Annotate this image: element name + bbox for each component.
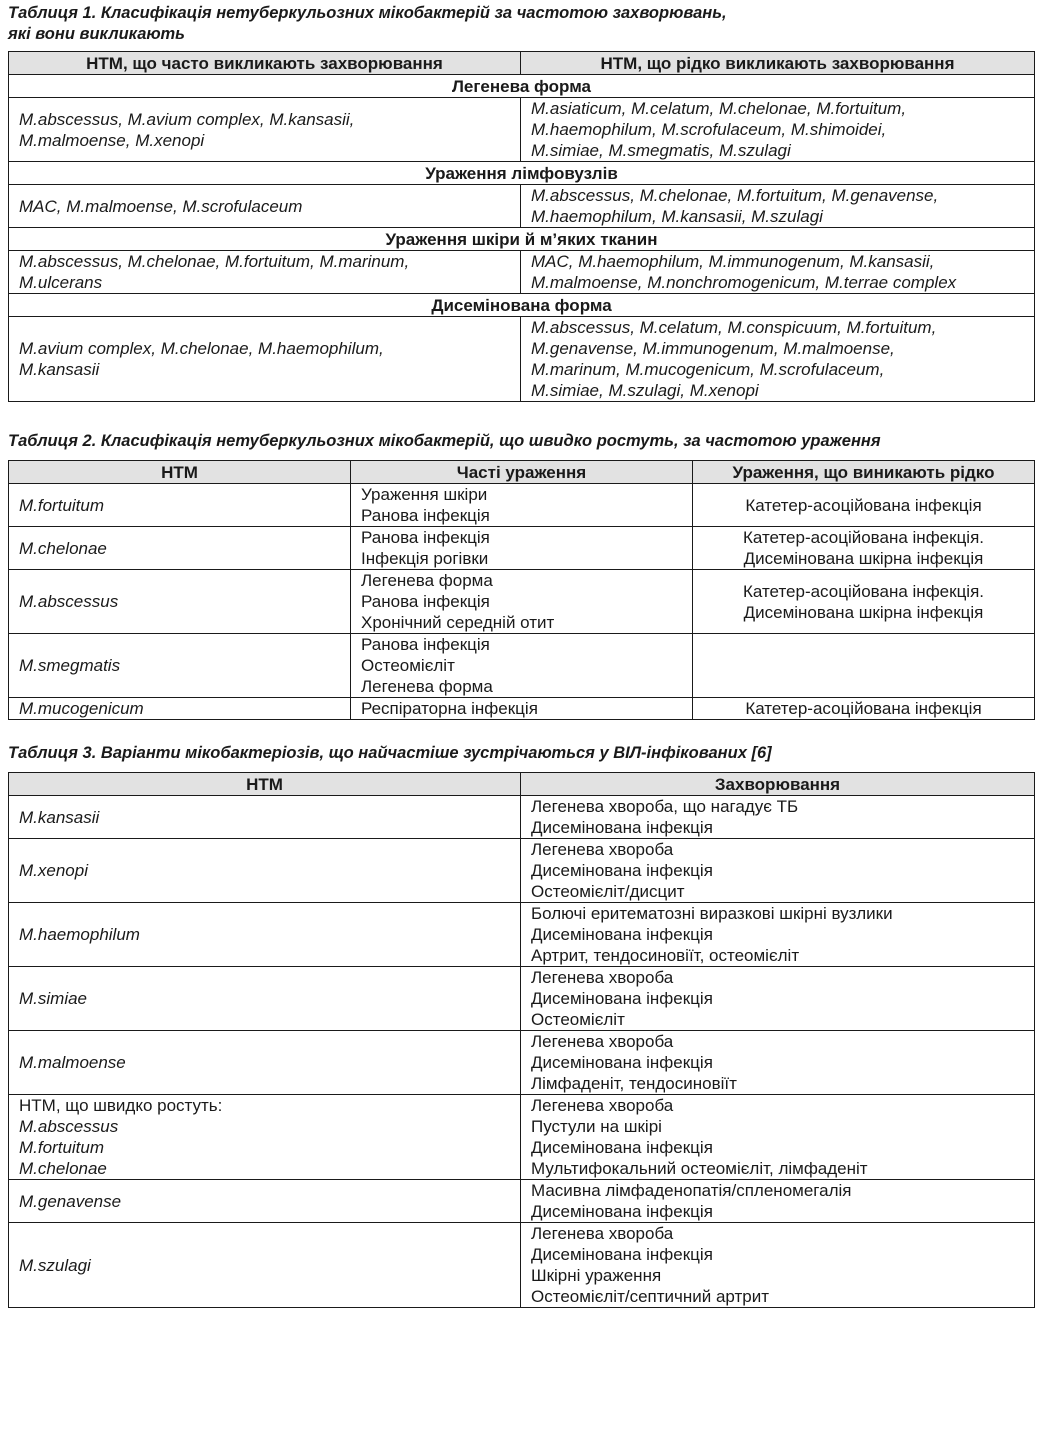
table1-rare-cell	[521, 317, 1035, 402]
table2-row	[9, 698, 1035, 720]
table1-frequent-cell	[9, 185, 521, 228]
table1-rare-cell-line: MAC, M.haemophilum, M.immunogenum, M.kansasii,	[531, 252, 935, 271]
table2-rare-cell	[693, 698, 1035, 720]
table2-common-cell	[351, 570, 693, 634]
table1-rare-cell-line: M.simiae, M.smegmatis, M.szulagi	[531, 141, 791, 160]
table1-frequent-cell-line: M.abscessus, M.chelonae, M.fortuitum, M.marinum,	[19, 252, 410, 271]
table1-section-row	[9, 162, 1035, 185]
table3-header-diseases: Захворювання	[521, 773, 1035, 796]
table1-rare-cell-line: M.malmoense, M.nonchromogenicum, M.terrae complex	[531, 273, 957, 292]
table1-frequent-cell	[9, 98, 521, 162]
table3-header-ntm: НТМ	[9, 773, 521, 796]
table1-header-frequent: НТМ, що часто викликають захворювання	[9, 52, 521, 75]
table3-diseases-cell-line: Дисемінована інфекція	[531, 1245, 713, 1264]
table3-row	[9, 1223, 1035, 1308]
table1-section-row	[9, 294, 1035, 317]
table3-row	[9, 903, 1035, 967]
table3-caption: Таблиця 3. Варіанти мікобактеріозів, що найчастіше зустрічаються у ВІЛ-інфікованих [6]	[8, 744, 772, 762]
table3-ntm-cell	[9, 967, 521, 1031]
table1-row	[9, 251, 1035, 294]
table1-frequent-cell-line: M.avium complex, M.chelonae, M.haemophilum,	[19, 339, 384, 358]
table1-rare-cell-line: M.haemophilum, M.scrofulaceum, M.shimoidei,	[531, 120, 887, 139]
table3-diseases-cell-line: Пустули на шкірі	[531, 1117, 662, 1136]
table3-diseases-cell-line: Дисемінована інфекція	[531, 1138, 713, 1157]
table2-caption: Таблиця 2. Класифікація нетуберкульозних мікобактерій, що швидко ростуть, за частотою ураження	[8, 432, 881, 450]
table3-diseases-cell-line: Дисемінована інфекція	[531, 1053, 713, 1072]
table3-diseases-cell-line: Легенева хвороба	[531, 1032, 674, 1051]
table3-ntm-cell	[9, 1031, 521, 1095]
table2-common-cell-line: Ранова інфекція	[361, 506, 490, 525]
table2-ntm-cell: M.mucogenicum	[9, 698, 351, 720]
table3-row	[9, 1031, 1035, 1095]
table2-common-cell-line: Остеомієліт	[361, 656, 455, 675]
table1-rare-cell-line: M.abscessus, M.chelonae, M.fortuitum, M.genavense,	[531, 186, 939, 205]
table2-common-cell-line: Ранова інфекція	[361, 592, 490, 611]
table2-common-cell-line: Легенева форма	[361, 677, 493, 696]
table2-ntm-cell: M.fortuitum	[9, 484, 351, 527]
table2	[8, 460, 1035, 720]
table3-ntm-cell	[9, 1223, 521, 1308]
table3-ntm-cell-line: M.chelonae	[19, 1159, 107, 1178]
table3-diseases-cell	[521, 1180, 1035, 1223]
table3-diseases-cell-line: Артрит, тендосиновіїт, остеомієліт	[531, 946, 800, 965]
table1-rare-cell-line: M.simiae, M.szulagi, M.xenopi	[531, 381, 759, 400]
table2-rare-cell-line: Катетер-асоційована інфекція	[745, 495, 982, 515]
table3-diseases-cell-line: Легенева хвороба	[531, 840, 674, 859]
table1-caption: Таблиця 1. Класифікація нетуберкульозних мікобактерій за частотою захворювань, які вони викликають	[8, 4, 727, 43]
table3-ntm-cell	[9, 796, 521, 839]
table1-row	[9, 98, 1035, 162]
table3-ntm-cell-line: НТМ, що швидко ростуть:	[19, 1096, 223, 1115]
table1-rare-cell-line: M.genavense, M.immunogenum, M.malmoense,	[531, 339, 895, 358]
table3-diseases-cell-line: Шкірні ураження	[531, 1266, 662, 1285]
table2-header-row	[9, 461, 1035, 484]
table1-section-title: Ураження лімфовузлів	[9, 162, 1035, 185]
table3-ntm-cell-line: M.genavense	[19, 1191, 122, 1211]
table2-rare-cell-line: Катетер-асоційована інфекція.	[742, 581, 985, 601]
table3-diseases-cell	[521, 1031, 1035, 1095]
table3-ntm-cell-line: M.szulagi	[19, 1255, 91, 1275]
table3-ntm-cell	[9, 839, 521, 903]
table1-row	[9, 185, 1035, 228]
table1-frequent-cell-line: M.malmoense, M.xenopi	[19, 130, 205, 150]
table2-row	[9, 634, 1035, 698]
table3-diseases-cell-line: Остеомієліт/септичний артрит	[531, 1287, 770, 1306]
table1-rare-cell	[521, 98, 1035, 162]
table3-diseases-cell-line: Легенева хвороба	[531, 968, 674, 987]
table2-rare-cell-line: Катетер-асоційована інфекція	[745, 699, 982, 718]
table1-section-title: Дисемінована форма	[9, 294, 1035, 317]
table2-common-cell-line: Респіраторна інфекція	[361, 699, 538, 718]
table3-diseases-cell	[521, 967, 1035, 1031]
table2-row	[9, 484, 1035, 527]
table1-rare-cell	[521, 251, 1035, 294]
table3-ntm-cell-line: M.fortuitum	[19, 1138, 105, 1157]
table2-common-cell-line: Інфекція рогівки	[361, 549, 489, 568]
table3-diseases-cell-line: Масивна лімфаденопатія/спленомегалія	[531, 1181, 852, 1200]
table1-frequent-cell-line: MAC, M.malmoense, M.scrofulaceum	[19, 196, 303, 216]
table3-row	[9, 839, 1035, 903]
table3-diseases-cell-line: Остеомієліт	[531, 1010, 625, 1029]
table3-diseases-cell	[521, 796, 1035, 839]
table2-header-rare: Ураження, що виникають рідко	[693, 461, 1035, 484]
table1-section-row	[9, 75, 1035, 98]
table2-ntm-cell: M.chelonae	[9, 527, 351, 570]
table1-rare-cell-line: M.marinum, M.mucogenicum, M.scrofulaceum,	[531, 360, 885, 379]
table2-rare-cell-line: Дисемінована шкірна інфекція	[743, 549, 984, 568]
table2-ntm-cell: M.abscessus	[9, 570, 351, 634]
table3-ntm-cell-line: M.kansasii	[19, 807, 100, 827]
table2-common-cell-line: Ранова інфекція	[361, 528, 490, 547]
table2-rare-cell-line: Катетер-асоційована інфекція.	[742, 528, 985, 547]
table3-diseases-cell	[521, 839, 1035, 903]
table3-diseases-cell-line: Дисемінована інфекція	[531, 861, 713, 880]
table1-header-row	[9, 52, 1035, 75]
table2-common-cell-line: Ранова інфекція	[361, 635, 490, 654]
table3-ntm-cell	[9, 1095, 521, 1180]
table3-diseases-cell-line: Дисемінована інфекція	[531, 925, 713, 944]
table1-section-title: Ураження шкіри й м’яких тканин	[9, 228, 1035, 251]
table3-diseases-cell-line: Болючі еритематозні виразкові шкірні вузлики	[531, 904, 893, 923]
table1-row	[9, 317, 1035, 402]
table2-header-ntm: НТМ	[9, 461, 351, 484]
table2-rare-cell-line: Дисемінована шкірна інфекція	[743, 602, 984, 622]
table2-rare-cell	[693, 484, 1035, 527]
table2-rare-cell	[693, 570, 1035, 634]
table3-header-row	[9, 773, 1035, 796]
table2-rare-cell	[693, 634, 1035, 698]
table2-header-common: Часті ураження	[351, 461, 693, 484]
table3-ntm-cell-line: M.malmoense	[19, 1053, 126, 1072]
table1-rare-cell-line: M.abscessus, M.celatum, M.conspicuum, M.fortuitum,	[531, 318, 937, 337]
table1-frequent-cell-line: M.ulcerans	[19, 273, 103, 292]
table1	[8, 51, 1035, 402]
table3-ntm-cell	[9, 1180, 521, 1223]
table2-common-cell	[351, 698, 693, 720]
table3-diseases-cell-line: Мультифокальний остеомієліт, лімфаденіт	[531, 1159, 868, 1178]
table2-common-cell-line: Хронічний середній отит	[361, 613, 555, 632]
table3-body	[9, 796, 1035, 1308]
table3-row	[9, 967, 1035, 1031]
table3-row	[9, 796, 1035, 839]
table2-common-cell-line: Ураження шкіри	[361, 485, 488, 504]
table3-ntm-cell-line: M.haemophilum	[19, 925, 140, 944]
table3-diseases-cell	[521, 903, 1035, 967]
table1-body	[9, 75, 1035, 402]
table3-ntm-cell-line: M.simiae	[19, 989, 88, 1008]
table3-ntm-cell-line: M.abscessus	[19, 1117, 119, 1136]
table1-frequent-cell-line: M.abscessus, M.avium complex, M.kansasii,	[19, 109, 355, 129]
table3	[8, 772, 1035, 1308]
table1-rare-cell	[521, 185, 1035, 228]
table2-body	[9, 484, 1035, 720]
table2-ntm-cell: M.smegmatis	[9, 634, 351, 698]
table1-section-row	[9, 228, 1035, 251]
table3-diseases-cell-line: Легенева хвороба	[531, 1224, 674, 1243]
table1-frequent-cell-line: M.kansasii	[19, 360, 100, 379]
table3-diseases-cell-line: Дисемінована інфекція	[531, 989, 713, 1008]
table1-header-rare: НТМ, що рідко викликають захворювання	[521, 52, 1035, 75]
table3-diseases-cell	[521, 1223, 1035, 1308]
table3-diseases-cell-line: Легенева хвороба	[531, 1096, 674, 1115]
table2-rare-cell	[693, 527, 1035, 570]
table3-diseases-cell-line: Дисемінована інфекція	[531, 1202, 713, 1221]
table2-common-cell-line: Легенева форма	[361, 571, 493, 590]
table3-row	[9, 1180, 1035, 1223]
table3-diseases-cell	[521, 1095, 1035, 1180]
table2-common-cell	[351, 527, 693, 570]
table3-diseases-cell-line: Легенева хвороба, що нагадує ТБ	[531, 797, 799, 816]
table1-section-title: Легенева форма	[9, 75, 1035, 98]
table1-rare-cell-line: M.asiaticum, M.celatum, M.chelonae, M.fortuitum,	[531, 99, 907, 118]
table2-row	[9, 570, 1035, 634]
table1-frequent-cell	[9, 251, 521, 294]
table2-common-cell	[351, 634, 693, 698]
table1-frequent-cell	[9, 317, 521, 402]
table3-row	[9, 1095, 1035, 1180]
table3-diseases-cell-line: Остеомієліт/дисцит	[531, 882, 685, 901]
table2-common-cell	[351, 484, 693, 527]
table3-ntm-cell	[9, 903, 521, 967]
table3-ntm-cell-line: M.xenopi	[19, 861, 88, 880]
table3-diseases-cell-line: Дисемінована інфекція	[531, 818, 713, 837]
table3-diseases-cell-line: Лімфаденіт, тендосиновіїт	[531, 1074, 737, 1093]
table1-rare-cell-line: M.haemophilum, M.kansasii, M.szulagi	[531, 207, 823, 226]
table2-row	[9, 527, 1035, 570]
